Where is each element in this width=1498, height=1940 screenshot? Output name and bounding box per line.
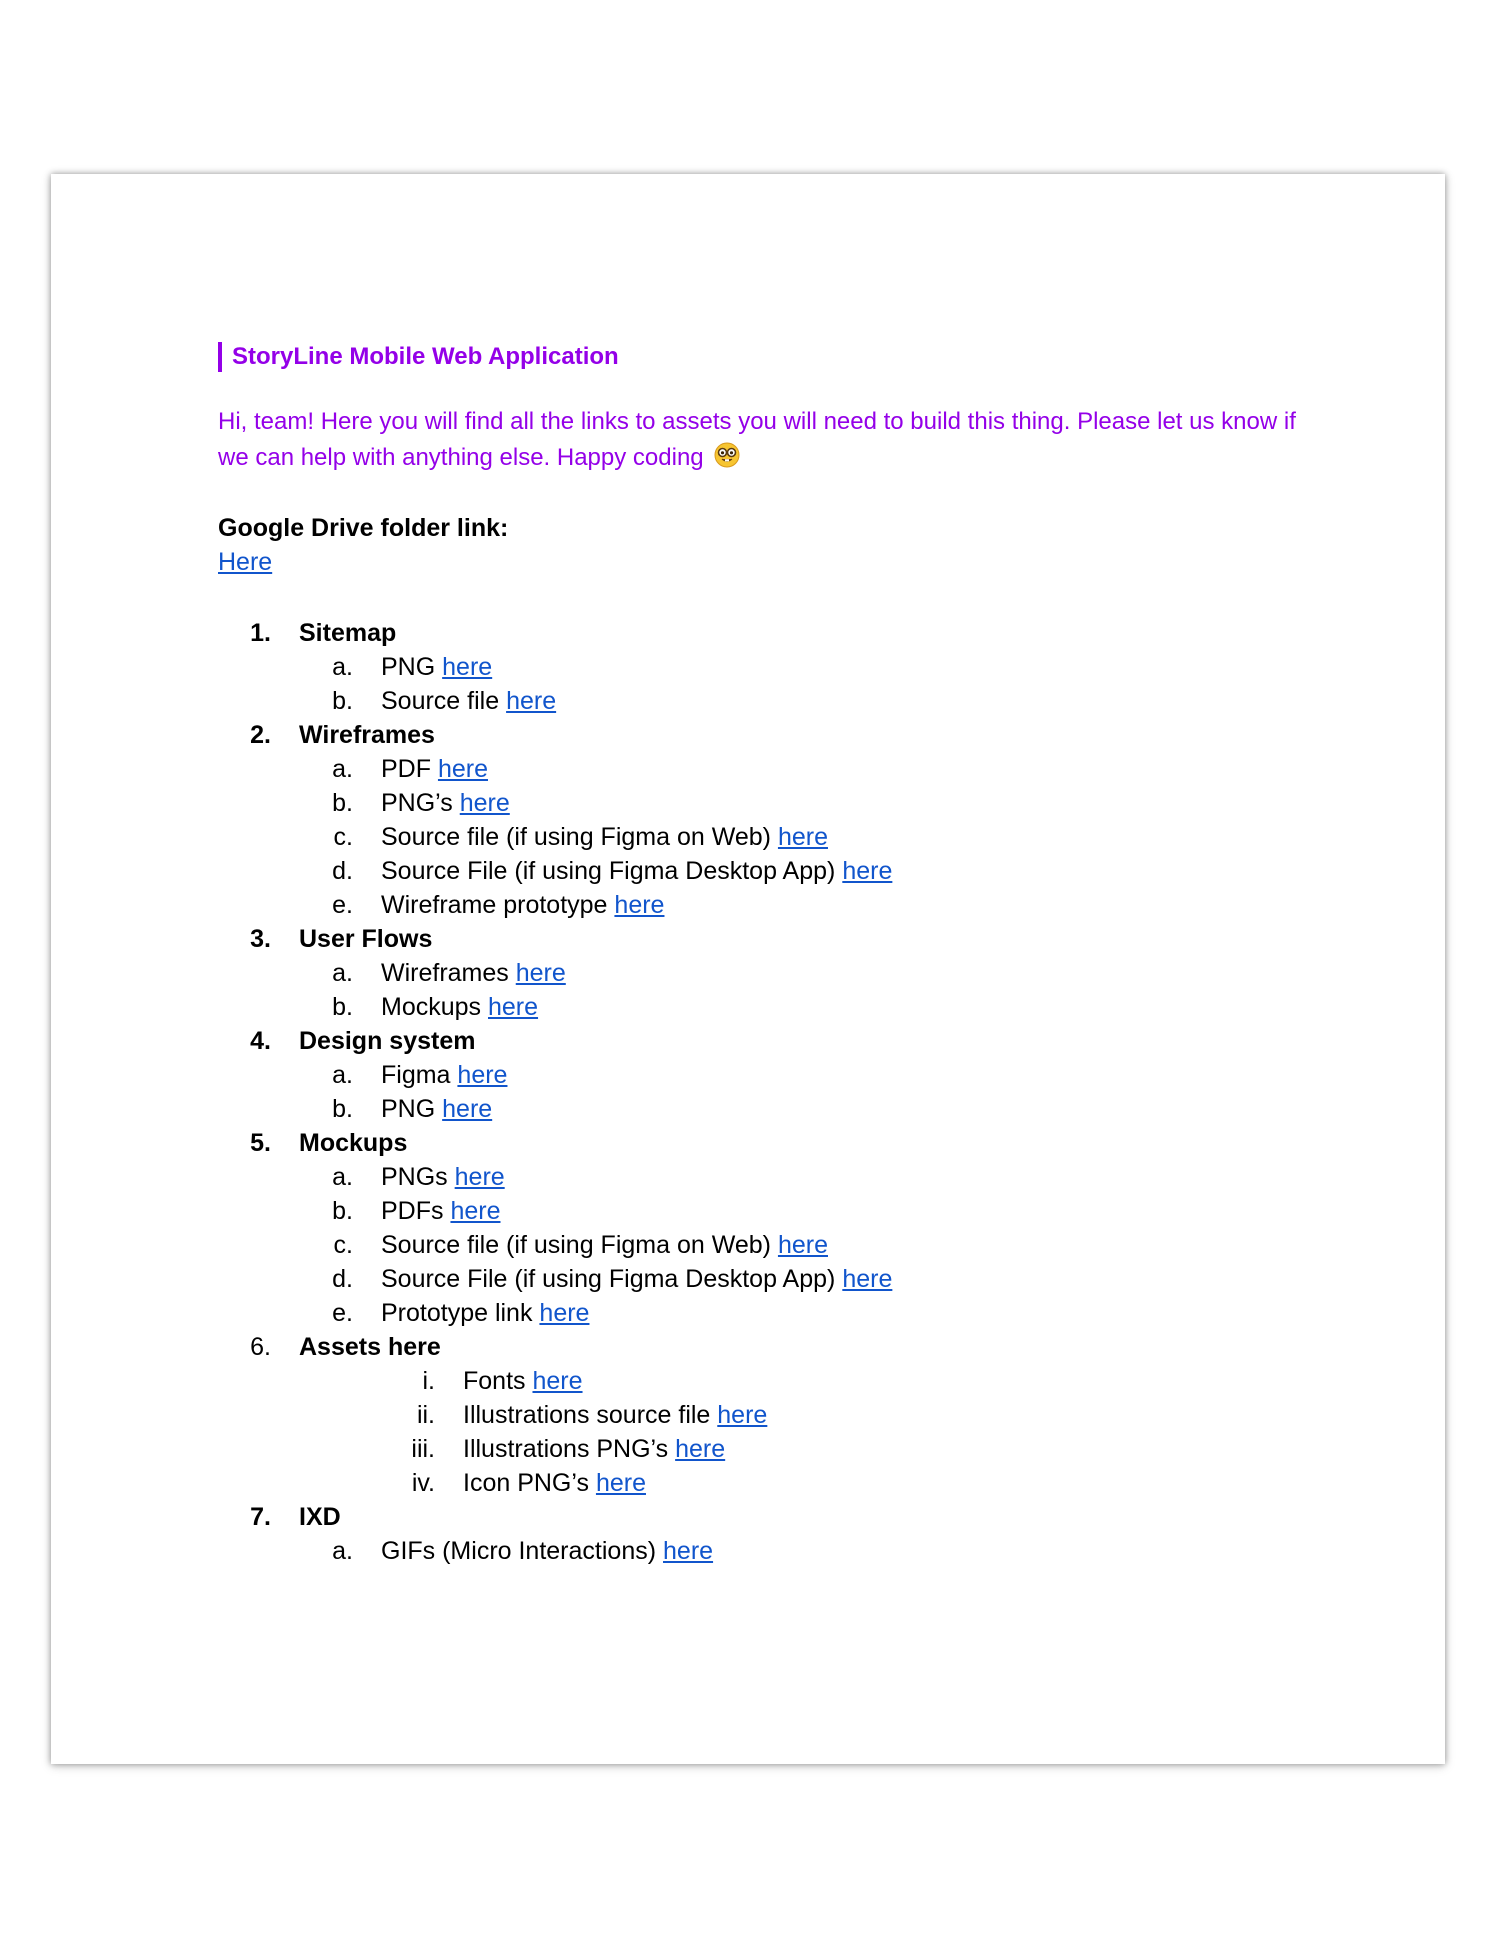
list-item-content xyxy=(381,786,510,820)
drive-folder-link[interactable]: Here xyxy=(218,548,273,576)
list-item-content xyxy=(381,752,488,786)
here-link[interactable]: here xyxy=(442,653,493,681)
here-link[interactable]: here xyxy=(515,959,566,987)
section-number: 3. xyxy=(250,925,271,953)
list-item xyxy=(51,1364,1445,1398)
here-link[interactable]: here xyxy=(506,687,557,715)
section-title: IXD xyxy=(299,1503,341,1531)
section-number: 7. xyxy=(250,1503,271,1531)
intro-paragraph xyxy=(218,404,1298,479)
list-item-marker: a. xyxy=(332,1163,353,1191)
list-item-content xyxy=(463,1432,725,1466)
list-item-content xyxy=(381,1160,505,1194)
list-item-label: PNG xyxy=(381,653,436,681)
list-item-marker: c. xyxy=(333,823,353,851)
list-item-marker: b. xyxy=(332,1095,353,1123)
list-item-content xyxy=(381,956,566,990)
section-heading xyxy=(51,922,1445,956)
here-link[interactable]: here xyxy=(614,891,665,919)
list-item-content xyxy=(381,1262,892,1296)
list-item-content xyxy=(463,1466,646,1500)
list-item xyxy=(51,1534,1445,1568)
list-item xyxy=(51,1058,1445,1092)
list-item xyxy=(51,1092,1445,1126)
here-link[interactable]: here xyxy=(457,1061,508,1089)
list-item-marker: e. xyxy=(332,891,353,919)
list-item-marker: b. xyxy=(332,1197,353,1225)
list-item-marker: a. xyxy=(332,1061,353,1089)
section-title: Wireframes xyxy=(299,721,435,749)
list-item-label: PDFs xyxy=(381,1197,444,1225)
list-item-content xyxy=(381,1228,828,1262)
list-item-label: PNGs xyxy=(381,1163,448,1191)
here-link[interactable]: here xyxy=(842,857,893,885)
section-title: Sitemap xyxy=(299,619,397,647)
section-heading xyxy=(51,718,1445,752)
list-item-label: Prototype link xyxy=(381,1299,533,1327)
list-item-content xyxy=(381,820,828,854)
document-title xyxy=(218,340,619,374)
here-link[interactable]: here xyxy=(663,1537,714,1565)
list-item-marker: b. xyxy=(332,789,353,817)
section-title: Mockups xyxy=(299,1129,408,1157)
section-title: Design system xyxy=(299,1027,476,1055)
here-link[interactable]: here xyxy=(777,1231,828,1259)
list-item-label: Source file xyxy=(381,687,500,715)
here-link[interactable]: here xyxy=(437,755,488,783)
section-heading xyxy=(51,1330,1445,1364)
list-item-label: PNG xyxy=(381,1095,436,1123)
here-link[interactable]: here xyxy=(595,1469,646,1497)
list-item xyxy=(51,650,1445,684)
list-item xyxy=(51,1398,1445,1432)
here-link[interactable]: here xyxy=(488,993,539,1021)
here-link[interactable]: here xyxy=(675,1435,726,1463)
list-item-marker: i. xyxy=(422,1367,435,1395)
list-item-label: Illustrations PNG’s xyxy=(463,1435,669,1463)
list-item xyxy=(51,786,1445,820)
list-item-label: Source File (if using Figma Desktop App) xyxy=(381,1265,836,1293)
list-item xyxy=(51,1160,1445,1194)
title-accent-bar xyxy=(218,342,222,372)
list-item-marker: e. xyxy=(332,1299,353,1327)
list-item-label: Source file (if using Figma on Web) xyxy=(381,823,771,851)
section-number: 4. xyxy=(250,1027,271,1055)
section-heading xyxy=(51,616,1445,650)
here-link[interactable]: here xyxy=(442,1095,493,1123)
list-item-content xyxy=(381,1058,507,1092)
list-item-content xyxy=(381,1534,713,1568)
list-item xyxy=(51,1466,1445,1500)
list-item-content xyxy=(381,684,556,718)
list-item-marker: iii. xyxy=(411,1435,435,1463)
list-item-content xyxy=(381,888,664,922)
here-link[interactable]: here xyxy=(532,1367,583,1395)
list-item xyxy=(51,1194,1445,1228)
list-item xyxy=(51,956,1445,990)
section-number: 2. xyxy=(250,721,271,749)
here-link[interactable]: here xyxy=(539,1299,590,1327)
list-item-label: Mockups xyxy=(381,993,482,1021)
list-item-label: GIFs (Micro Interactions) xyxy=(381,1537,657,1565)
list-item-label: Figma xyxy=(381,1061,451,1089)
list-item-marker: a. xyxy=(332,959,353,987)
list-item-label: Fonts xyxy=(463,1367,526,1395)
here-link[interactable]: here xyxy=(777,823,828,851)
list-item-marker: c. xyxy=(333,1231,353,1259)
list-item xyxy=(51,1296,1445,1330)
section-number: 6. xyxy=(250,1333,271,1361)
asset-list xyxy=(51,616,1445,1568)
list-item-label: Illustrations source file xyxy=(463,1401,711,1429)
list-item-marker: a. xyxy=(332,755,353,783)
list-item-label: Wireframe prototype xyxy=(381,891,608,919)
here-link[interactable]: here xyxy=(450,1197,501,1225)
section-number: 5. xyxy=(250,1129,271,1157)
drive-folder-link-wrapper xyxy=(218,545,272,579)
here-link[interactable]: here xyxy=(717,1401,768,1429)
list-item xyxy=(51,820,1445,854)
list-item xyxy=(51,1228,1445,1262)
list-item-marker: ii. xyxy=(416,1401,435,1429)
list-item-content xyxy=(463,1398,767,1432)
list-item xyxy=(51,990,1445,1024)
list-item-marker: b. xyxy=(332,687,353,715)
list-item-content xyxy=(381,650,492,684)
list-item-content xyxy=(381,1092,492,1126)
list-item-marker: d. xyxy=(332,857,353,885)
section-number: 1. xyxy=(250,619,271,647)
section-title: User Flows xyxy=(299,925,433,953)
list-item-marker: d. xyxy=(332,1265,353,1293)
section-heading xyxy=(51,1500,1445,1534)
here-link[interactable]: here xyxy=(459,789,510,817)
list-item-marker: iv. xyxy=(411,1469,435,1497)
section-title: Assets here xyxy=(299,1333,441,1361)
document-title-text: StoryLine Mobile Web Application xyxy=(232,343,619,370)
here-link[interactable]: here xyxy=(842,1265,893,1293)
here-link[interactable]: here xyxy=(454,1163,505,1191)
list-item xyxy=(51,684,1445,718)
list-item-content xyxy=(381,990,538,1024)
list-item-content xyxy=(381,1296,589,1330)
drive-folder-label: Google Drive folder link: xyxy=(218,514,509,542)
document-page xyxy=(51,174,1445,1764)
list-item-label: PNG’s xyxy=(381,789,453,817)
list-item-content xyxy=(381,854,892,888)
list-item xyxy=(51,1262,1445,1296)
list-item-marker: a. xyxy=(332,1537,353,1565)
list-item-label: Source file (if using Figma on Web) xyxy=(381,1231,771,1259)
list-item xyxy=(51,888,1445,922)
list-item-marker: a. xyxy=(332,653,353,681)
list-item-label: PDF xyxy=(381,755,431,783)
list-item-marker: b. xyxy=(332,993,353,1021)
list-item xyxy=(51,1432,1445,1466)
list-item-label: Wireframes xyxy=(381,959,509,987)
list-item-label: Source File (if using Figma Desktop App) xyxy=(381,857,836,885)
intro-text: Hi, team! Here you will find all the links to assets you will need to build this thing. Please let us know if we can help with anything else. Happy coding xyxy=(218,408,1296,471)
list-item-content xyxy=(463,1364,583,1398)
list-item xyxy=(51,752,1445,786)
list-item-content xyxy=(381,1194,501,1228)
section-heading xyxy=(51,1126,1445,1160)
list-item xyxy=(51,854,1445,888)
section-heading xyxy=(51,1024,1445,1058)
nerd-face-icon xyxy=(714,442,740,479)
list-item-label: Icon PNG’s xyxy=(463,1469,589,1497)
